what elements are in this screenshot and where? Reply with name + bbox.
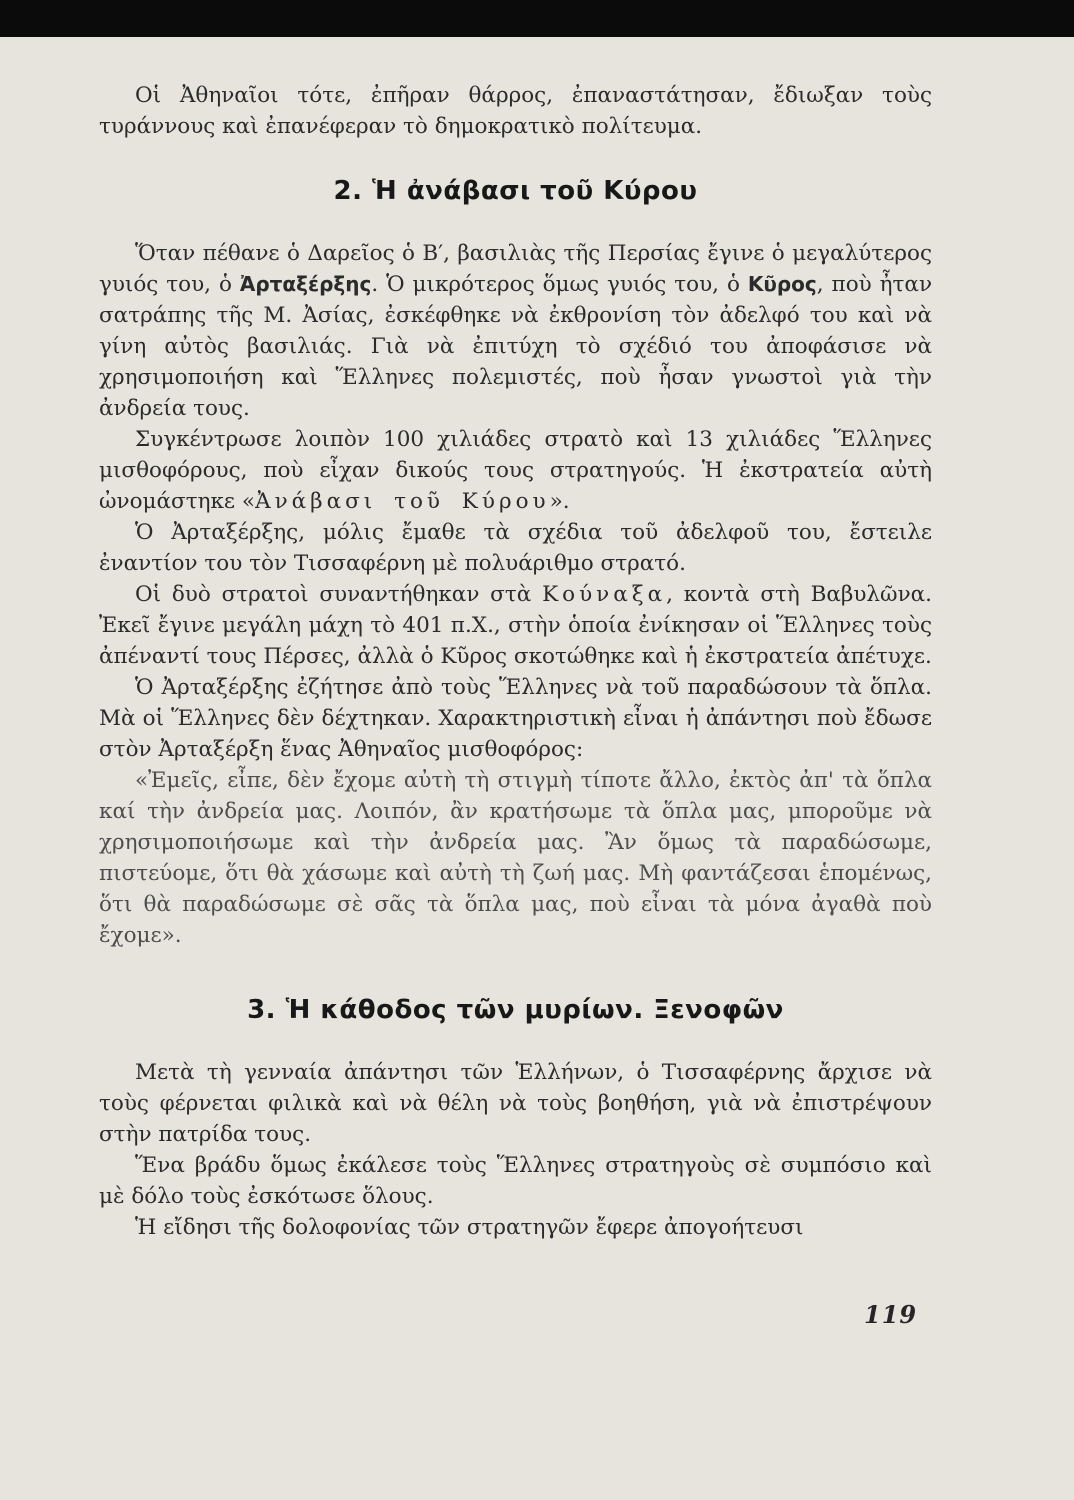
paragraph [99, 1057, 932, 1150]
paragraph [99, 424, 932, 517]
section-2-heading: 2. Ἡ ἀνάβασι τοῦ Κύρου [333, 176, 698, 206]
page-number: 119 [864, 1300, 918, 1329]
intro-paragraph [99, 80, 932, 142]
text-segment: Συγκέντρωσε λοιπὸν 100 χιλιάδες στρατὸ καὶ 13 χιλιάδες Ἕλληνες μισθοφόρους, ποὺ εἶχαν δικούς τους στρατηγούς. Ἡ ἐκστρατεία αὐτὴ ὠνομάστηκε « [99, 427, 932, 514]
paragraph [99, 579, 932, 672]
text-segment: Ὅταν πέθανε ὁ Δαρεῖος ὁ Β′, βασιλιὰς τῆς Περσίας ἔγινε ὁ μεγαλύτερος γυιός του, ὁ [99, 241, 932, 297]
text-segment: Οἱ Ἀθηναῖοι τότε, ἐπῆραν θάρρος, ἐπαναστάτησαν, ἔδιωξαν τοὺς τυράννους καὶ ἐπανέφεραν τὸ δημοκρατικὸ πολίτευμα. [99, 83, 932, 139]
text-segment: «Ἐμεῖς, εἶπε, δὲν ἔχομε αὐτὴ τὴ στιγμὴ τίποτε ἄλλο, ἐκτὸς ἀπ' τὰ ὅπλα καί τὴν ἀνδρεία μας. Λοιπόν, ἂν κρατήσωμε τὰ ὅπλα μας, μποροῦμε νὰ χρησιμοποιήσωμε καὶ τὴν ἀνδρεία μας. Ἂν ὅμως τὰ παραδώσωμε, πιστεύομε, ὅτι θὰ χάσωμε καὶ αὐτὴ τὴ ζωή μας. Μὴ φαντάζεσαι ἑπομένως, ὅτι θὰ παραδώσωμε σὲ σᾶς τὰ ὅπλα μας, ποὺ εἶναι τὰ μόνα ἀγαθὰ ποὺ ἔχομε». [99, 768, 932, 948]
paragraph [99, 1150, 932, 1212]
page-content [99, 80, 932, 1243]
bold-term: Ἀρταξέρξης [239, 272, 372, 296]
spaced-term: Ἀνάβασι τοῦ Κύρου [255, 489, 550, 514]
text-segment: Ὁ Ἀρταξέρξης, μόλις ἔμαθε τὰ σχέδια τοῦ ἀδελφοῦ του, ἔστειλε ἐναντίον του τὸν Τισσαφέρνη μὲ πολυάριθμο στρατό. [99, 520, 932, 576]
text-segment: Ὁ Ἀρταξέρξης ἐζήτησε ἀπὸ τοὺς Ἕλληνες νὰ τοῦ παραδώσουν τὰ ὅπλα. Μὰ οἱ Ἕλληνες δὲν δέχτηκαν. Χαρακτηριστικὴ εἶναι ἡ ἀπάντησι ποὺ ἔδωσε στὸν Ἀρταξέρξη ἕνας Ἀθηναῖος μισθοφόρος: [99, 675, 932, 762]
text-segment: . Ὁ μικρότερος ὅμως γυιός του, ὁ [371, 272, 748, 297]
paragraph [99, 238, 932, 424]
text-segment: Οἱ δυὸ στρατοὶ συναντήθηκαν στὰ [135, 582, 543, 607]
text-segment: Ἕνα βράδυ ὅμως ἐκάλεσε τοὺς Ἕλληνες στρατηγοὺς σὲ συμπόσιο καὶ μὲ δόλο τοὺς ἐσκότωσε ὅλους. [99, 1153, 932, 1209]
text-segment: Μετὰ τὴ γενναία ἀπάντησι τῶν Ἑλλήνων, ὁ Τισσαφέρνης ἄρχισε νὰ τοὺς φέρνεται φιλικὰ καὶ νὰ θέλη νὰ τοὺς βοηθήση, γιὰ νὰ ἐπιστρέψουν στὴν πατρίδα τους. [99, 1060, 932, 1147]
section-3-heading: 3. Ἡ κάθοδος τῶν μυρίων. Ξενοφῶν [247, 995, 784, 1025]
text-segment: Ἡ εἴδησι τῆς δολοφονίας τῶν στρατηγῶν ἔφερε ἀπογοήτευσι [135, 1215, 804, 1240]
bold-term: Κῦρος [747, 272, 817, 296]
spaced-term: Κούναξα [542, 582, 667, 607]
quote-paragraph [99, 765, 932, 951]
paragraph [99, 672, 932, 765]
text-segment: ». [549, 489, 570, 514]
paragraph [99, 517, 932, 579]
text-segment: , ποὺ ἦταν σατράπης τῆς Μ. Ἀσίας, ἐσκέφθηκε νὰ ἐκθρονίση τὸν ἀδελφό του καὶ νὰ γίνη αὐτὸς βασιλιάς. Γιὰ νὰ ἐπιτύχη τὸ σχέδιό του ἀποφάσισε νὰ χρησιμοποιήση καὶ Ἕλληνες πολεμιστές, ποὺ ἦσαν γνωστοὶ γιὰ τὴν ἀνδρεία τους. [99, 272, 933, 421]
text-segment: , κοντὰ στὴ Βαβυλῶνα. Ἐκεῖ ἔγινε μεγάλη μάχη τὸ 401 π.Χ., στὴν ὁποία ἐνίκησαν οἱ Ἕλληνες τοὺς ἀπέναντί τους Πέρσες, ἀλλὰ ὁ Κῦρος σκοτώθηκε καὶ ἡ ἐκστρατεία ἀπέτυχε. [99, 582, 932, 669]
paragraph [99, 1212, 932, 1243]
scan-edge-bar [0, 0, 1074, 37]
